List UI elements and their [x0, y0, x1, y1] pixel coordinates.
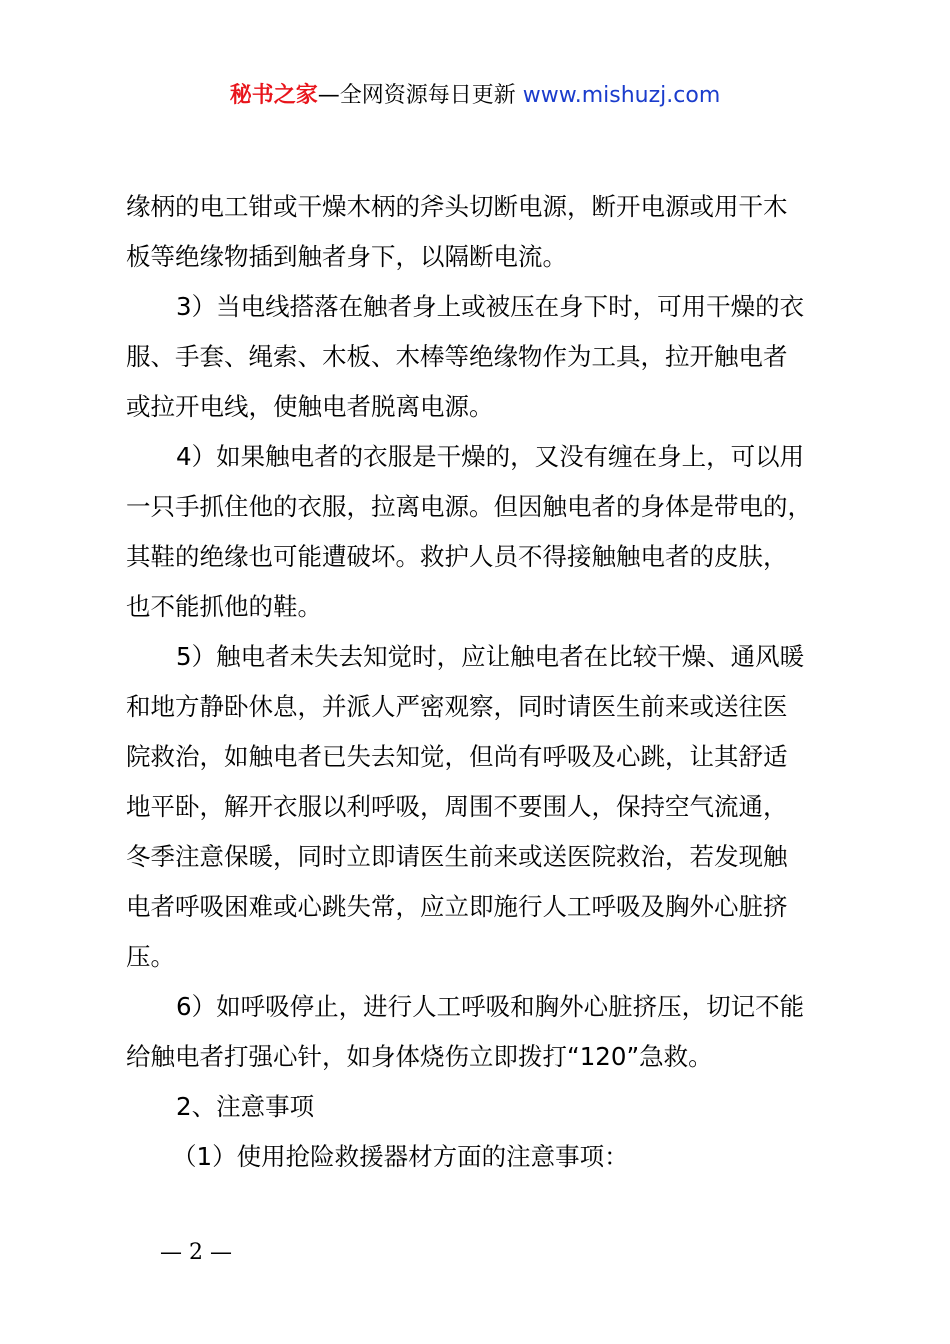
- site-header: [0, 80, 950, 112]
- text-line: 给触电者打强心针，如身体烧伤立即拨打“120”急救。: [126, 1042, 713, 1071]
- text-line: 和地方静卧休息，并派人严密观察，同时请医生前来或送往医: [126, 692, 788, 721]
- text-line: 院救治，如触电者已失去知觉，但尚有呼吸及心跳，让其舒适: [126, 742, 788, 771]
- text-line: 4）如果触电者的衣服是干燥的，又没有缠在身上，可以用: [176, 442, 805, 471]
- document-body: [126, 182, 856, 1182]
- text-line: 板等绝缘物插到触者身下，以隔断电流。: [126, 242, 567, 271]
- text-line: 地平卧，解开衣服以利呼吸，周围不要围人，保持空气流通，: [126, 792, 788, 821]
- text-line: 5）触电者未失去知觉时，应让触电者在比较干燥、通风暖: [176, 642, 805, 671]
- text-line: 也不能抓他的鞋。: [126, 592, 322, 621]
- text-line: 电者呼吸困难或心跳失常，应立即施行人工呼吸及胸外心脏挤: [126, 892, 788, 921]
- section-heading: 2、注意事项: [176, 1092, 315, 1121]
- text-line: 其鞋的绝缘也可能遭破坏。救护人员不得接触触电者的皮肤，: [126, 542, 788, 571]
- page-number: — 2 —: [160, 1240, 232, 1265]
- subsection-heading: （1）使用抢险救援器材方面的注意事项：: [172, 1142, 629, 1171]
- text-line: 3）当电线搭落在触者身上或被压在身下时，可用干燥的衣: [176, 292, 805, 321]
- text-line: 缘柄的电工钳或干燥木柄的斧头切断电源，断开电源或用干木: [126, 192, 788, 221]
- text-line: 压。: [126, 942, 175, 971]
- site-tagline: —全网资源每日更新: [317, 83, 516, 108]
- site-brand: 秘书之家: [229, 83, 318, 108]
- site-url-link[interactable]: www.mishuzj.com: [522, 83, 721, 108]
- text-line: 服、手套、绳索、木板、木棒等绝缘物作为工具，拉开触电者: [126, 342, 788, 371]
- text-line: 冬季注意保暖，同时立即请医生前来或送医院救治，若发现触: [126, 842, 788, 871]
- text-line: 6）如呼吸停止，进行人工呼吸和胸外心脏挤压，切记不能: [176, 992, 805, 1021]
- text-line: 一只手抓住他的衣服，拉离电源。但因触电者的身体是带电的，: [126, 492, 812, 521]
- text-line: 或拉开电线，使触电者脱离电源。: [126, 392, 494, 421]
